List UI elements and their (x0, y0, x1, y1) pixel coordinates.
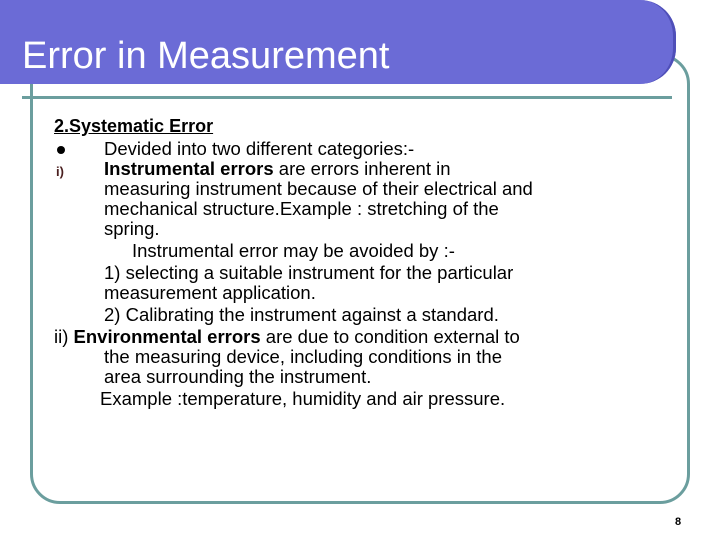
environmental-errors-term: Environmental errors (73, 326, 261, 347)
slide-title: Error in Measurement (22, 35, 390, 77)
instrumental-line-2: measuring instrument because of their electrical and (104, 178, 533, 199)
bullet-text: Devided into two different categories:- (104, 138, 415, 159)
environmental-line-1-rest: are due to condition external to (260, 326, 520, 347)
environmental-line-3: area surrounding the instrument. (104, 366, 372, 387)
roman-numeral-ii: ii) (54, 326, 69, 347)
avoid-option-2-text: 2) Calibrating the instrument against a standard. (104, 304, 499, 325)
instrumental-errors-term: Instrumental errors (104, 158, 274, 179)
instrumental-line-3: mechanical structure.Example : stretching of the (104, 198, 499, 219)
avoid-option-1 (54, 263, 684, 303)
environmental-line-1 (54, 327, 684, 347)
section-subheading: 2.Systematic Error (54, 116, 214, 136)
environmental-line-2: the measuring device, including conditions in the (104, 346, 502, 367)
roman-numeral-i: i) (56, 164, 64, 179)
instrumental-line-1 (104, 159, 684, 179)
title-underline (22, 96, 672, 99)
instrumental-line-1-rest: are errors inherent in (273, 158, 451, 179)
bullet-item (54, 139, 684, 159)
avoid-option-1-line-2: measurement application. (104, 282, 316, 303)
avoid-intro: Instrumental error may be avoided by :- (132, 240, 455, 261)
bullet-dot-icon (57, 146, 65, 154)
avoid-option-2 (54, 305, 684, 325)
example-line: Example :temperature, humidity and air pressure. (100, 388, 506, 409)
slide-content (54, 116, 684, 409)
list-item-instrumental (54, 159, 684, 239)
avoid-option-1-line-1: 1) selecting a suitable instrument for the particular (104, 262, 514, 283)
page-number: 8 (675, 516, 682, 528)
list-item-environmental (54, 327, 684, 387)
instrumental-line-4: spring. (104, 218, 160, 239)
